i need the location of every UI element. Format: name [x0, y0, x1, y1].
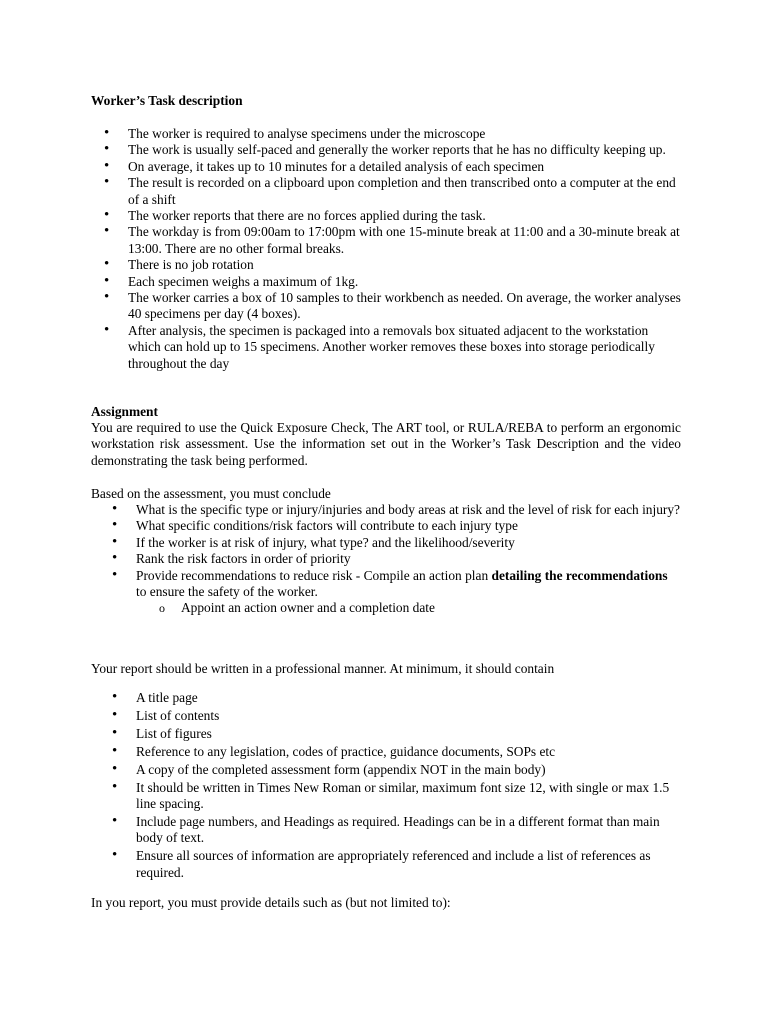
- list-item: • List of figures: [91, 726, 681, 742]
- list-item: • The result is recorded on a clipboard upon completion and then transcribed onto a computer at the end of a shift: [91, 175, 681, 208]
- list-item: • It should be written in Times New Roman or similar, maximum font size 12, with single or max 1.5 line spacing.: [91, 780, 681, 813]
- list-item: • There is no job rotation: [91, 257, 681, 273]
- rec-prefix: Provide recommendations to reduce risk - Compile an action plan: [136, 567, 492, 583]
- conclusion-intro: Based on the assessment, you must conclude: [91, 486, 331, 501]
- list-item: • The worker is required to analyse specimens under the microscope: [91, 126, 681, 142]
- list-item-recommendations: [91, 568, 681, 601]
- list-item: • What specific conditions/risk factors will contribute to each injury type: [91, 518, 681, 534]
- list-item: • Reference to any legislation, codes of practice, guidance documents, SOPs etc: [91, 744, 681, 760]
- list-item: • If the worker is at risk of injury, what type? and the likelihood/severity: [91, 535, 681, 551]
- list-item: • A title page: [91, 690, 681, 706]
- list-item: • After analysis, the specimen is packaged into a removals box situated adjacent to the workstation which can hold up to 15 specimens. Another worker removes these boxes into storage periodically throughout the day: [91, 323, 681, 372]
- list-item: • What is the specific type or injury/injuries and body areas at risk and the level of risk for each injury?: [91, 502, 681, 518]
- assignment-heading: Assignment: [91, 404, 158, 419]
- list-item: • Include page numbers, and Headings as required. Headings can be in a different format than main body of text.: [91, 814, 681, 847]
- assignment-paragraph: You are required to use the Quick Exposure Check, The ART tool, or RULA/REBA to perform an ergonomic workstation risk assessment. Use the information set out in the Worker’s Task Description and the video demonstrating the task being performed.: [91, 420, 681, 468]
- sub-list-item: o Appoint an action owner and a completion date: [91, 600, 681, 616]
- list-item: • A copy of the completed assessment form (appendix NOT in the main body): [91, 762, 681, 778]
- list-item: • Each specimen weighs a maximum of 1kg.: [91, 274, 681, 290]
- list-item: • List of contents: [91, 708, 681, 724]
- list-item: • Ensure all sources of information are appropriately referenced and include a list of references as required.: [91, 848, 681, 881]
- task-heading: Worker’s Task description: [91, 93, 243, 108]
- report-closing: In you report, you must provide details such as (but not limited to):: [91, 895, 451, 910]
- rec-suffix: to ensure the safety of the worker.: [136, 584, 318, 600]
- list-item: • The workday is from 09:00am to 17:00pm with one 15-minute break at 11:00 and a 30-minute break at 13:00. There are no other formal breaks.: [91, 224, 681, 257]
- report-intro: Your report should be written in a professional manner. At minimum, it should contain: [91, 661, 555, 676]
- list-item: • The work is usually self-paced and generally the worker reports that he has no difficulty keeping up.: [91, 142, 681, 158]
- task-list: [91, 126, 681, 372]
- list-item: • The worker carries a box of 10 samples to their workbench as needed. On average, the worker analyses 40 specimens per day (4 boxes).: [91, 290, 681, 323]
- report-list: [91, 690, 681, 882]
- conclusion-list: [91, 502, 681, 617]
- rec-bold: detailing the recommendations: [491, 567, 668, 583]
- list-item: • On average, it takes up to 10 minutes for a detailed analysis of each specimen: [91, 159, 681, 175]
- list-item: • The worker reports that there are no forces applied during the task.: [91, 208, 681, 224]
- list-item: • Rank the risk factors in order of priority: [91, 551, 681, 567]
